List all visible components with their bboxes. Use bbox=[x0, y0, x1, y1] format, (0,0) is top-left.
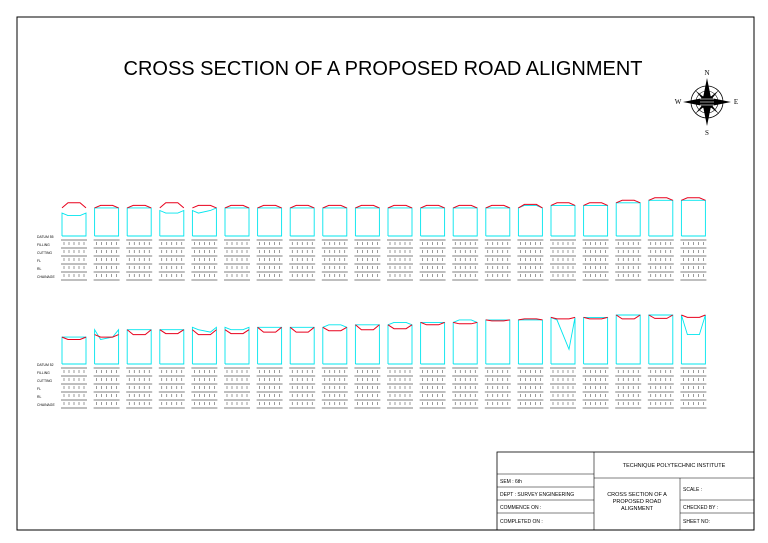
ground-profile-line bbox=[62, 213, 86, 236]
scale-field: SCALE : bbox=[683, 487, 703, 493]
cross-section bbox=[420, 322, 446, 408]
ground-profile-line bbox=[258, 327, 282, 364]
cross-section bbox=[159, 203, 185, 280]
cross-section bbox=[517, 204, 543, 280]
cross-section-row-2 bbox=[37, 315, 706, 408]
road-formation-line bbox=[453, 322, 477, 323]
road-formation-line bbox=[518, 204, 542, 208]
commence-on-field: COMMENCE ON : bbox=[500, 505, 542, 511]
cross-section bbox=[322, 205, 348, 280]
road-formation-line bbox=[258, 327, 282, 332]
page-title: CROSS SECTION OF A PROPOSED ROAD ALIGNMENT bbox=[123, 58, 643, 80]
cross-section bbox=[387, 205, 413, 280]
cross-section bbox=[126, 205, 152, 280]
cross-section bbox=[191, 327, 217, 408]
cross-section bbox=[615, 200, 641, 280]
cross-section bbox=[191, 205, 217, 280]
ground-profile-line bbox=[160, 330, 184, 364]
ground-profile-line bbox=[584, 317, 608, 364]
cross-section bbox=[485, 205, 511, 280]
road-formation-line bbox=[192, 205, 216, 208]
ground-profile-line bbox=[518, 320, 542, 364]
cross-section bbox=[94, 330, 120, 408]
ground-profile-line bbox=[421, 208, 445, 236]
row-label-cutting: CUTTING bbox=[37, 379, 53, 383]
ground-profile-line bbox=[290, 208, 314, 236]
ground-profile-line bbox=[616, 203, 640, 236]
road-formation-line bbox=[616, 315, 640, 319]
road-formation-line bbox=[160, 203, 184, 208]
road-formation-line bbox=[290, 327, 314, 332]
row-label-rl: RL bbox=[37, 267, 42, 271]
cross-section bbox=[485, 320, 511, 408]
ground-profile-line bbox=[355, 325, 379, 364]
road-formation-line bbox=[681, 315, 705, 317]
ground-profile-line bbox=[323, 208, 347, 236]
ground-profile-line bbox=[421, 322, 445, 364]
road-formation-line bbox=[160, 330, 184, 334]
cross-section bbox=[680, 315, 706, 408]
ground-profile-line bbox=[127, 208, 151, 236]
cross-section bbox=[257, 205, 283, 280]
sheet-border bbox=[17, 17, 754, 530]
semester-field: SEM : 6th bbox=[500, 479, 522, 485]
checked-by-field: CHECKED BY : bbox=[683, 505, 719, 511]
row-label-fl: FL bbox=[37, 387, 41, 391]
drawing-title-line-2: PROPOSED ROAD bbox=[612, 499, 662, 505]
ground-profile-line bbox=[388, 208, 412, 236]
ground-profile-line bbox=[453, 208, 477, 236]
cross-section bbox=[354, 205, 380, 280]
cross-section bbox=[550, 203, 576, 280]
ground-profile-line bbox=[584, 205, 608, 236]
ground-profile-line bbox=[95, 208, 119, 236]
cross-section bbox=[257, 327, 283, 408]
road-formation-line bbox=[551, 317, 575, 319]
road-formation-line bbox=[355, 325, 379, 330]
cross-section bbox=[224, 205, 250, 280]
road-formation-line bbox=[649, 315, 673, 318]
cross-section-row-1 bbox=[37, 198, 706, 280]
ground-profile-line bbox=[225, 208, 249, 236]
cross-section bbox=[289, 327, 315, 408]
ground-profile-line bbox=[160, 211, 184, 237]
department-field: DEPT : SURVEY ENGINEERING bbox=[500, 492, 575, 498]
row-label-datum: DATUM 52 bbox=[37, 363, 54, 367]
cross-section bbox=[354, 325, 380, 408]
cross-section bbox=[126, 330, 152, 408]
cross-section bbox=[159, 330, 185, 408]
ground-profile-line bbox=[192, 208, 216, 236]
cross-section bbox=[615, 315, 641, 408]
title-block bbox=[497, 452, 754, 530]
cross-section bbox=[224, 327, 250, 408]
row-label-fl: FL bbox=[37, 259, 41, 263]
cross-section bbox=[680, 198, 706, 280]
drawing-title-line-1: CROSS SECTION OF A bbox=[607, 492, 667, 498]
road-formation-line bbox=[225, 330, 249, 334]
cross-section bbox=[94, 205, 120, 280]
ground-profile-line bbox=[649, 200, 673, 236]
row-label-datum: DATUM 55 bbox=[37, 235, 54, 239]
cross-section bbox=[289, 205, 315, 280]
completed-on-field: COMPLETED ON : bbox=[500, 519, 543, 525]
row-label-chainage: CHAINAGE bbox=[37, 275, 55, 279]
row-label-rl: RL bbox=[37, 395, 42, 399]
drawing-title-line-3: ALIGNMENT bbox=[620, 506, 654, 512]
ground-profile-line bbox=[290, 327, 314, 364]
compass-west-label: W bbox=[674, 98, 682, 106]
ground-profile-line bbox=[62, 337, 86, 364]
ground-profile-line bbox=[616, 315, 640, 364]
ground-profile-line bbox=[681, 315, 705, 364]
cross-section bbox=[387, 322, 413, 408]
ground-profile-line bbox=[486, 320, 510, 364]
cross-section bbox=[61, 203, 87, 280]
cross-section bbox=[420, 205, 446, 280]
cross-section bbox=[517, 319, 543, 408]
road-formation-line bbox=[388, 325, 412, 329]
ground-profile-line bbox=[551, 205, 575, 236]
road-formation-line bbox=[62, 203, 86, 208]
compass-icon bbox=[675, 69, 738, 137]
row-label-cutting: CUTTING bbox=[37, 251, 53, 255]
row-label-chainage: CHAINAGE bbox=[37, 403, 55, 407]
ground-profile-line bbox=[225, 327, 249, 364]
ground-profile-line bbox=[258, 208, 282, 236]
road-formation-line bbox=[323, 327, 347, 330]
institute-name: TECHNIQUE POLYTECHNIC INSTITUTE bbox=[622, 463, 726, 469]
ground-profile-line bbox=[681, 200, 705, 236]
ground-profile-line bbox=[355, 208, 379, 236]
ground-profile-line bbox=[551, 317, 575, 364]
cross-section bbox=[322, 325, 348, 408]
ground-profile-line bbox=[486, 208, 510, 236]
cross-section bbox=[648, 198, 674, 280]
row-label-filling: FILLING bbox=[37, 371, 50, 375]
cross-section bbox=[452, 320, 478, 408]
compass-north-label: N bbox=[704, 69, 710, 77]
cross-section bbox=[61, 337, 87, 408]
cross-section bbox=[452, 205, 478, 280]
cross-section bbox=[550, 317, 576, 408]
compass-east-label: E bbox=[733, 98, 739, 106]
ground-profile-line bbox=[95, 330, 119, 364]
ground-profile-line bbox=[518, 205, 542, 236]
cross-section bbox=[583, 203, 609, 280]
cross-section bbox=[648, 315, 674, 408]
ground-profile-line bbox=[649, 315, 673, 364]
road-formation-line bbox=[127, 330, 151, 335]
row-label-filling: FILLING bbox=[37, 243, 50, 247]
compass-south-label: S bbox=[705, 129, 709, 137]
cross-section bbox=[583, 317, 609, 408]
sheet-no-field: SHEET NO: bbox=[683, 519, 710, 525]
ground-profile-line bbox=[453, 320, 477, 364]
